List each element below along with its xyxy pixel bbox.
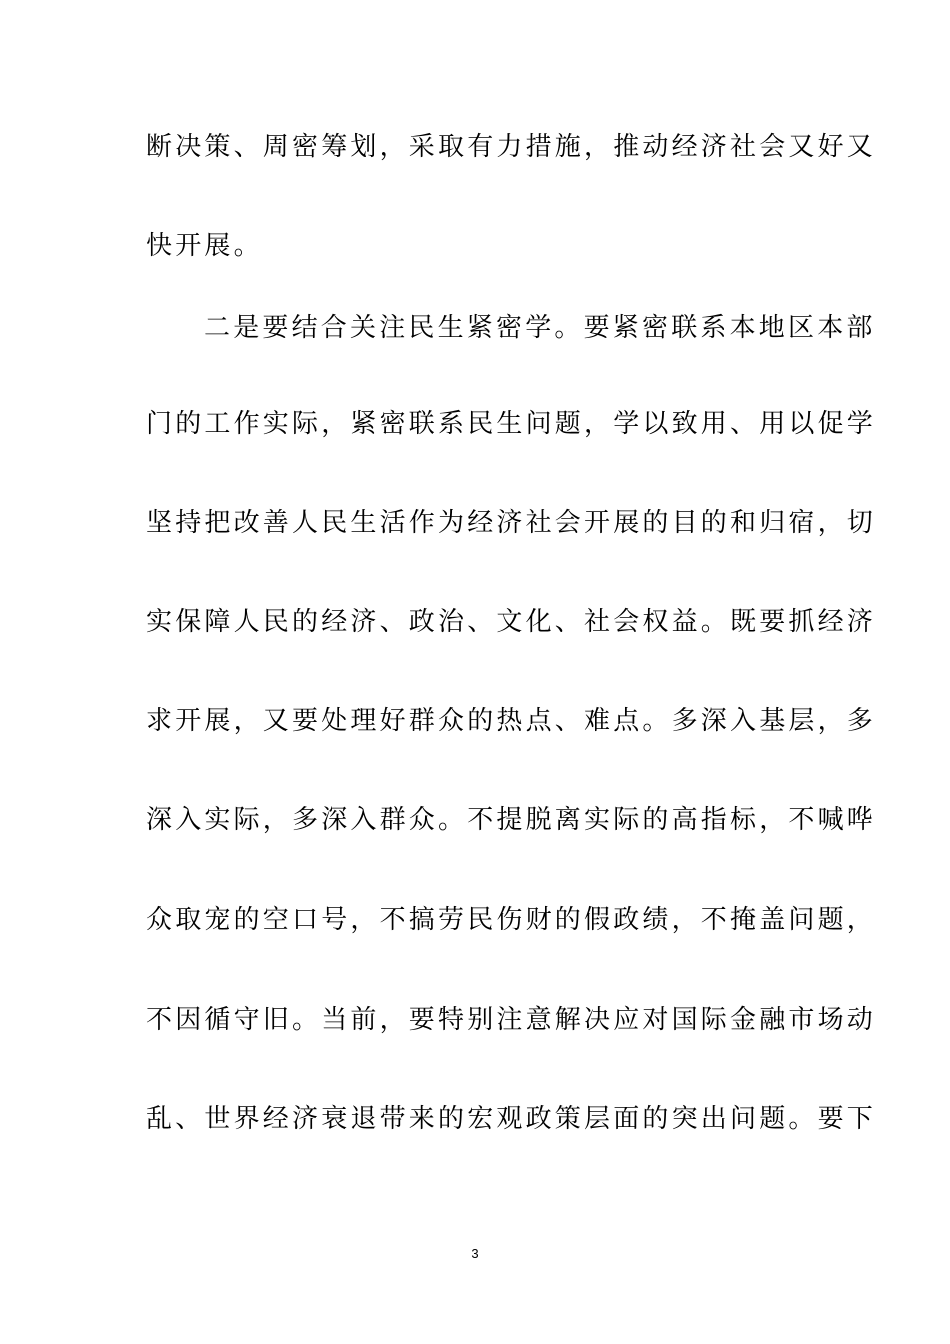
text-line: 众取宠的空口号，不搞劳民伤财的假政绩，不掩盖问题， (146, 905, 877, 935)
text-line: 乱、世界经济衰退带来的宏观政策层面的突出问题。要下 (146, 1104, 877, 1134)
page-number: 3 (471, 1246, 479, 1261)
text-line: 实保障人民的经济、政治、文化、社会权益。既要抓经济 (146, 607, 877, 637)
text-line: 求开展，又要处理好群众的热点、难点。多深入基层，多 (146, 706, 877, 736)
paragraph-start-line: 二是要结合关注民生紧密学。要紧密联系本地区本部 (204, 313, 876, 343)
text-line: 快开展。 (146, 231, 263, 261)
text-line: 坚持把改善人民生活作为经济社会开展的目的和归宿，切 (146, 508, 877, 538)
text-line: 断决策、周密筹划，采取有力措施，推动经济社会又好又 (146, 132, 877, 162)
text-line: 门的工作实际，紧密联系民生问题，学以致用、用以促学 (146, 409, 877, 439)
text-line: 不因循守旧。当前，要特别注意解决应对国际金融市场动 (146, 1005, 877, 1035)
text-line: 深入实际，多深入群众。不提脱离实际的高指标，不喊哗 (146, 805, 877, 835)
